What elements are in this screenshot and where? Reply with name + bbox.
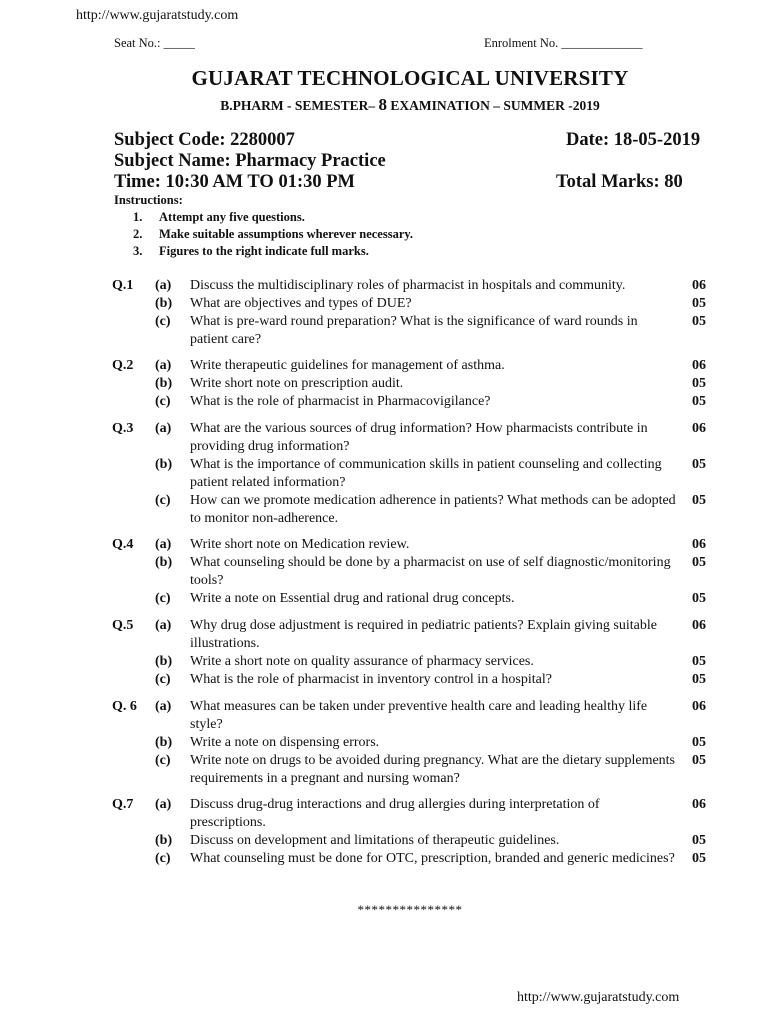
question-number: Q.1 bbox=[112, 278, 134, 293]
part-marks: 05 bbox=[692, 493, 706, 508]
part-marks: 05 bbox=[692, 394, 706, 409]
seat-number-field: Seat No.: _____ bbox=[114, 36, 195, 50]
question-2 bbox=[112, 357, 712, 411]
part-label: (c) bbox=[155, 672, 171, 687]
part-marks: 05 bbox=[692, 833, 706, 848]
part-label: (c) bbox=[155, 753, 171, 768]
part-label: (a) bbox=[155, 797, 172, 812]
question-part bbox=[112, 277, 712, 295]
part-marks: 05 bbox=[692, 654, 706, 669]
part-marks: 06 bbox=[692, 699, 706, 714]
part-marks: 06 bbox=[692, 358, 706, 373]
instruction-item: 3. Figures to the right indicate full marks. bbox=[133, 244, 369, 258]
question-part bbox=[112, 796, 712, 832]
question-part bbox=[112, 536, 712, 554]
part-marks: 05 bbox=[692, 735, 706, 750]
total-marks: Total Marks: 80 bbox=[556, 172, 683, 192]
question-text: What counseling should be done by a pharmacist on use of self diagnostic/monitoring tools? bbox=[190, 555, 671, 588]
question-text: Write short note on prescription audit. bbox=[190, 376, 404, 391]
part-marks: 05 bbox=[692, 314, 706, 329]
question-4 bbox=[112, 536, 712, 608]
enrolment-number-field: Enrolment No. _____________ bbox=[484, 36, 643, 50]
question-part bbox=[112, 357, 712, 375]
university-title: GUJARAT TECHNOLOGICAL UNIVERSITY bbox=[191, 66, 629, 90]
part-label: (b) bbox=[155, 457, 173, 472]
question-part bbox=[112, 698, 712, 734]
part-marks: 06 bbox=[692, 797, 706, 812]
footer-url: http://www.gujaratstudy.com bbox=[517, 990, 680, 1005]
question-number: Q.7 bbox=[112, 797, 134, 812]
instruction-item: 1. Attempt any five questions. bbox=[133, 210, 305, 224]
part-label: (b) bbox=[155, 654, 173, 669]
question-part bbox=[112, 456, 712, 492]
part-label: (b) bbox=[155, 735, 173, 750]
part-marks: 05 bbox=[692, 591, 706, 606]
part-label: (a) bbox=[155, 618, 172, 633]
exam-suffix: EXAMINATION – SUMMER -2019 bbox=[387, 98, 600, 113]
question-part bbox=[112, 653, 712, 671]
question-text: Write a note on dispensing errors. bbox=[190, 735, 380, 750]
question-text: How can we promote medication adherence in patients? What methods can be adopted to monitor non-adherence. bbox=[190, 493, 676, 526]
question-text: What measures can be taken under preventive health care and leading healthy life style? bbox=[190, 699, 648, 732]
question-text: What are objectives and types of DUE? bbox=[190, 296, 412, 311]
question-text: What is the role of pharmacist in Pharmacovigilance? bbox=[190, 394, 491, 409]
question-3 bbox=[112, 420, 712, 528]
question-text: Discuss the multidisciplinary roles of pharmacist in hospitals and community. bbox=[190, 278, 626, 293]
part-label: (a) bbox=[155, 358, 172, 373]
end-of-paper-stars: *************** bbox=[357, 902, 463, 917]
part-marks: 05 bbox=[692, 376, 706, 391]
part-marks: 06 bbox=[692, 278, 706, 293]
question-text: Write a note on Essential drug and rational drug concepts. bbox=[190, 591, 515, 606]
part-label: (b) bbox=[155, 296, 173, 311]
question-text: What counseling must be done for OTC, prescription, branded and generic medicines? bbox=[190, 851, 675, 866]
exam-prefix: B.PHARM - SEMESTER– bbox=[220, 98, 379, 113]
part-marks: 05 bbox=[692, 457, 706, 472]
question-text: Write a short note on quality assurance of pharmacy services. bbox=[190, 654, 534, 669]
question-part bbox=[112, 295, 712, 313]
part-marks: 05 bbox=[692, 851, 706, 866]
question-part bbox=[112, 492, 712, 528]
part-label: (c) bbox=[155, 591, 171, 606]
question-7 bbox=[112, 796, 712, 868]
instructions-heading: Instructions: bbox=[114, 193, 183, 207]
question-part bbox=[112, 554, 712, 590]
subject-code: Subject Code: 2280007 bbox=[114, 130, 295, 150]
question-text: What is the role of pharmacist in inventory control in a hospital? bbox=[190, 672, 552, 687]
question-text: Discuss on development and limitations of therapeutic guidelines. bbox=[190, 833, 560, 848]
question-text: Write note on drugs to be avoided during pregnancy. What are the dietary supplements requirements in a pregnant and nursing woman? bbox=[190, 753, 676, 786]
question-number: Q.4 bbox=[112, 537, 134, 552]
question-1 bbox=[112, 277, 712, 349]
instruction-item: 2. Make suitable assumptions wherever necessary. bbox=[133, 227, 414, 241]
question-part bbox=[112, 850, 712, 868]
part-label: (a) bbox=[155, 699, 172, 714]
part-label: (a) bbox=[155, 537, 172, 552]
part-marks: 05 bbox=[692, 672, 706, 687]
exam-date: Date: 18-05-2019 bbox=[566, 130, 701, 150]
semester-number: 8 bbox=[378, 95, 387, 114]
question-text: What is the importance of communication skills in patient counseling and collecting patient related information? bbox=[190, 457, 662, 490]
question-part bbox=[112, 375, 712, 393]
part-label: (b) bbox=[155, 555, 173, 570]
part-marks: 06 bbox=[692, 421, 706, 436]
question-part bbox=[112, 752, 712, 788]
question-number: Q. 6 bbox=[112, 699, 137, 714]
part-label: (c) bbox=[155, 394, 171, 409]
question-text: Write short note on Medication review. bbox=[190, 537, 410, 552]
question-text: What are the various sources of drug information? How pharmacists contribute in providing drug information? bbox=[190, 421, 648, 454]
question-6 bbox=[112, 698, 712, 788]
question-text: What is pre-ward round preparation? What is the significance of ward rounds in patient care? bbox=[190, 314, 638, 347]
question-number: Q.3 bbox=[112, 421, 134, 436]
question-text: Write therapeutic guidelines for management of asthma. bbox=[190, 358, 505, 373]
subject-name: Subject Name: Pharmacy Practice bbox=[114, 151, 386, 171]
part-label: (a) bbox=[155, 421, 172, 436]
part-marks: 06 bbox=[692, 618, 706, 633]
question-part bbox=[112, 734, 712, 752]
question-part bbox=[112, 393, 712, 411]
part-label: (c) bbox=[155, 314, 171, 329]
part-marks: 05 bbox=[692, 753, 706, 768]
header-url-top: http://www.gujaratstudy.com bbox=[76, 8, 239, 23]
exam-time: Time: 10:30 AM TO 01:30 PM bbox=[114, 172, 355, 192]
part-label: (c) bbox=[155, 493, 171, 508]
part-marks: 05 bbox=[692, 555, 706, 570]
question-number: Q.2 bbox=[112, 358, 134, 373]
question-part bbox=[112, 590, 712, 608]
question-part bbox=[112, 617, 712, 653]
question-part bbox=[112, 832, 712, 850]
exam-title bbox=[0, 95, 770, 115]
part-label: (c) bbox=[155, 851, 171, 866]
part-label: (a) bbox=[155, 278, 172, 293]
question-part bbox=[112, 420, 712, 456]
part-marks: 05 bbox=[692, 296, 706, 311]
part-marks: 06 bbox=[692, 537, 706, 552]
part-label: (b) bbox=[155, 833, 173, 848]
question-text: Why drug dose adjustment is required in pediatric patients? Explain giving suitable illustrations. bbox=[190, 618, 657, 651]
question-part bbox=[112, 313, 712, 349]
question-5 bbox=[112, 617, 712, 689]
part-label: (b) bbox=[155, 376, 173, 391]
question-number: Q.5 bbox=[112, 618, 134, 633]
question-part bbox=[112, 671, 712, 689]
question-text: Discuss drug-drug interactions and drug allergies during interpretation of prescriptions. bbox=[190, 797, 600, 830]
